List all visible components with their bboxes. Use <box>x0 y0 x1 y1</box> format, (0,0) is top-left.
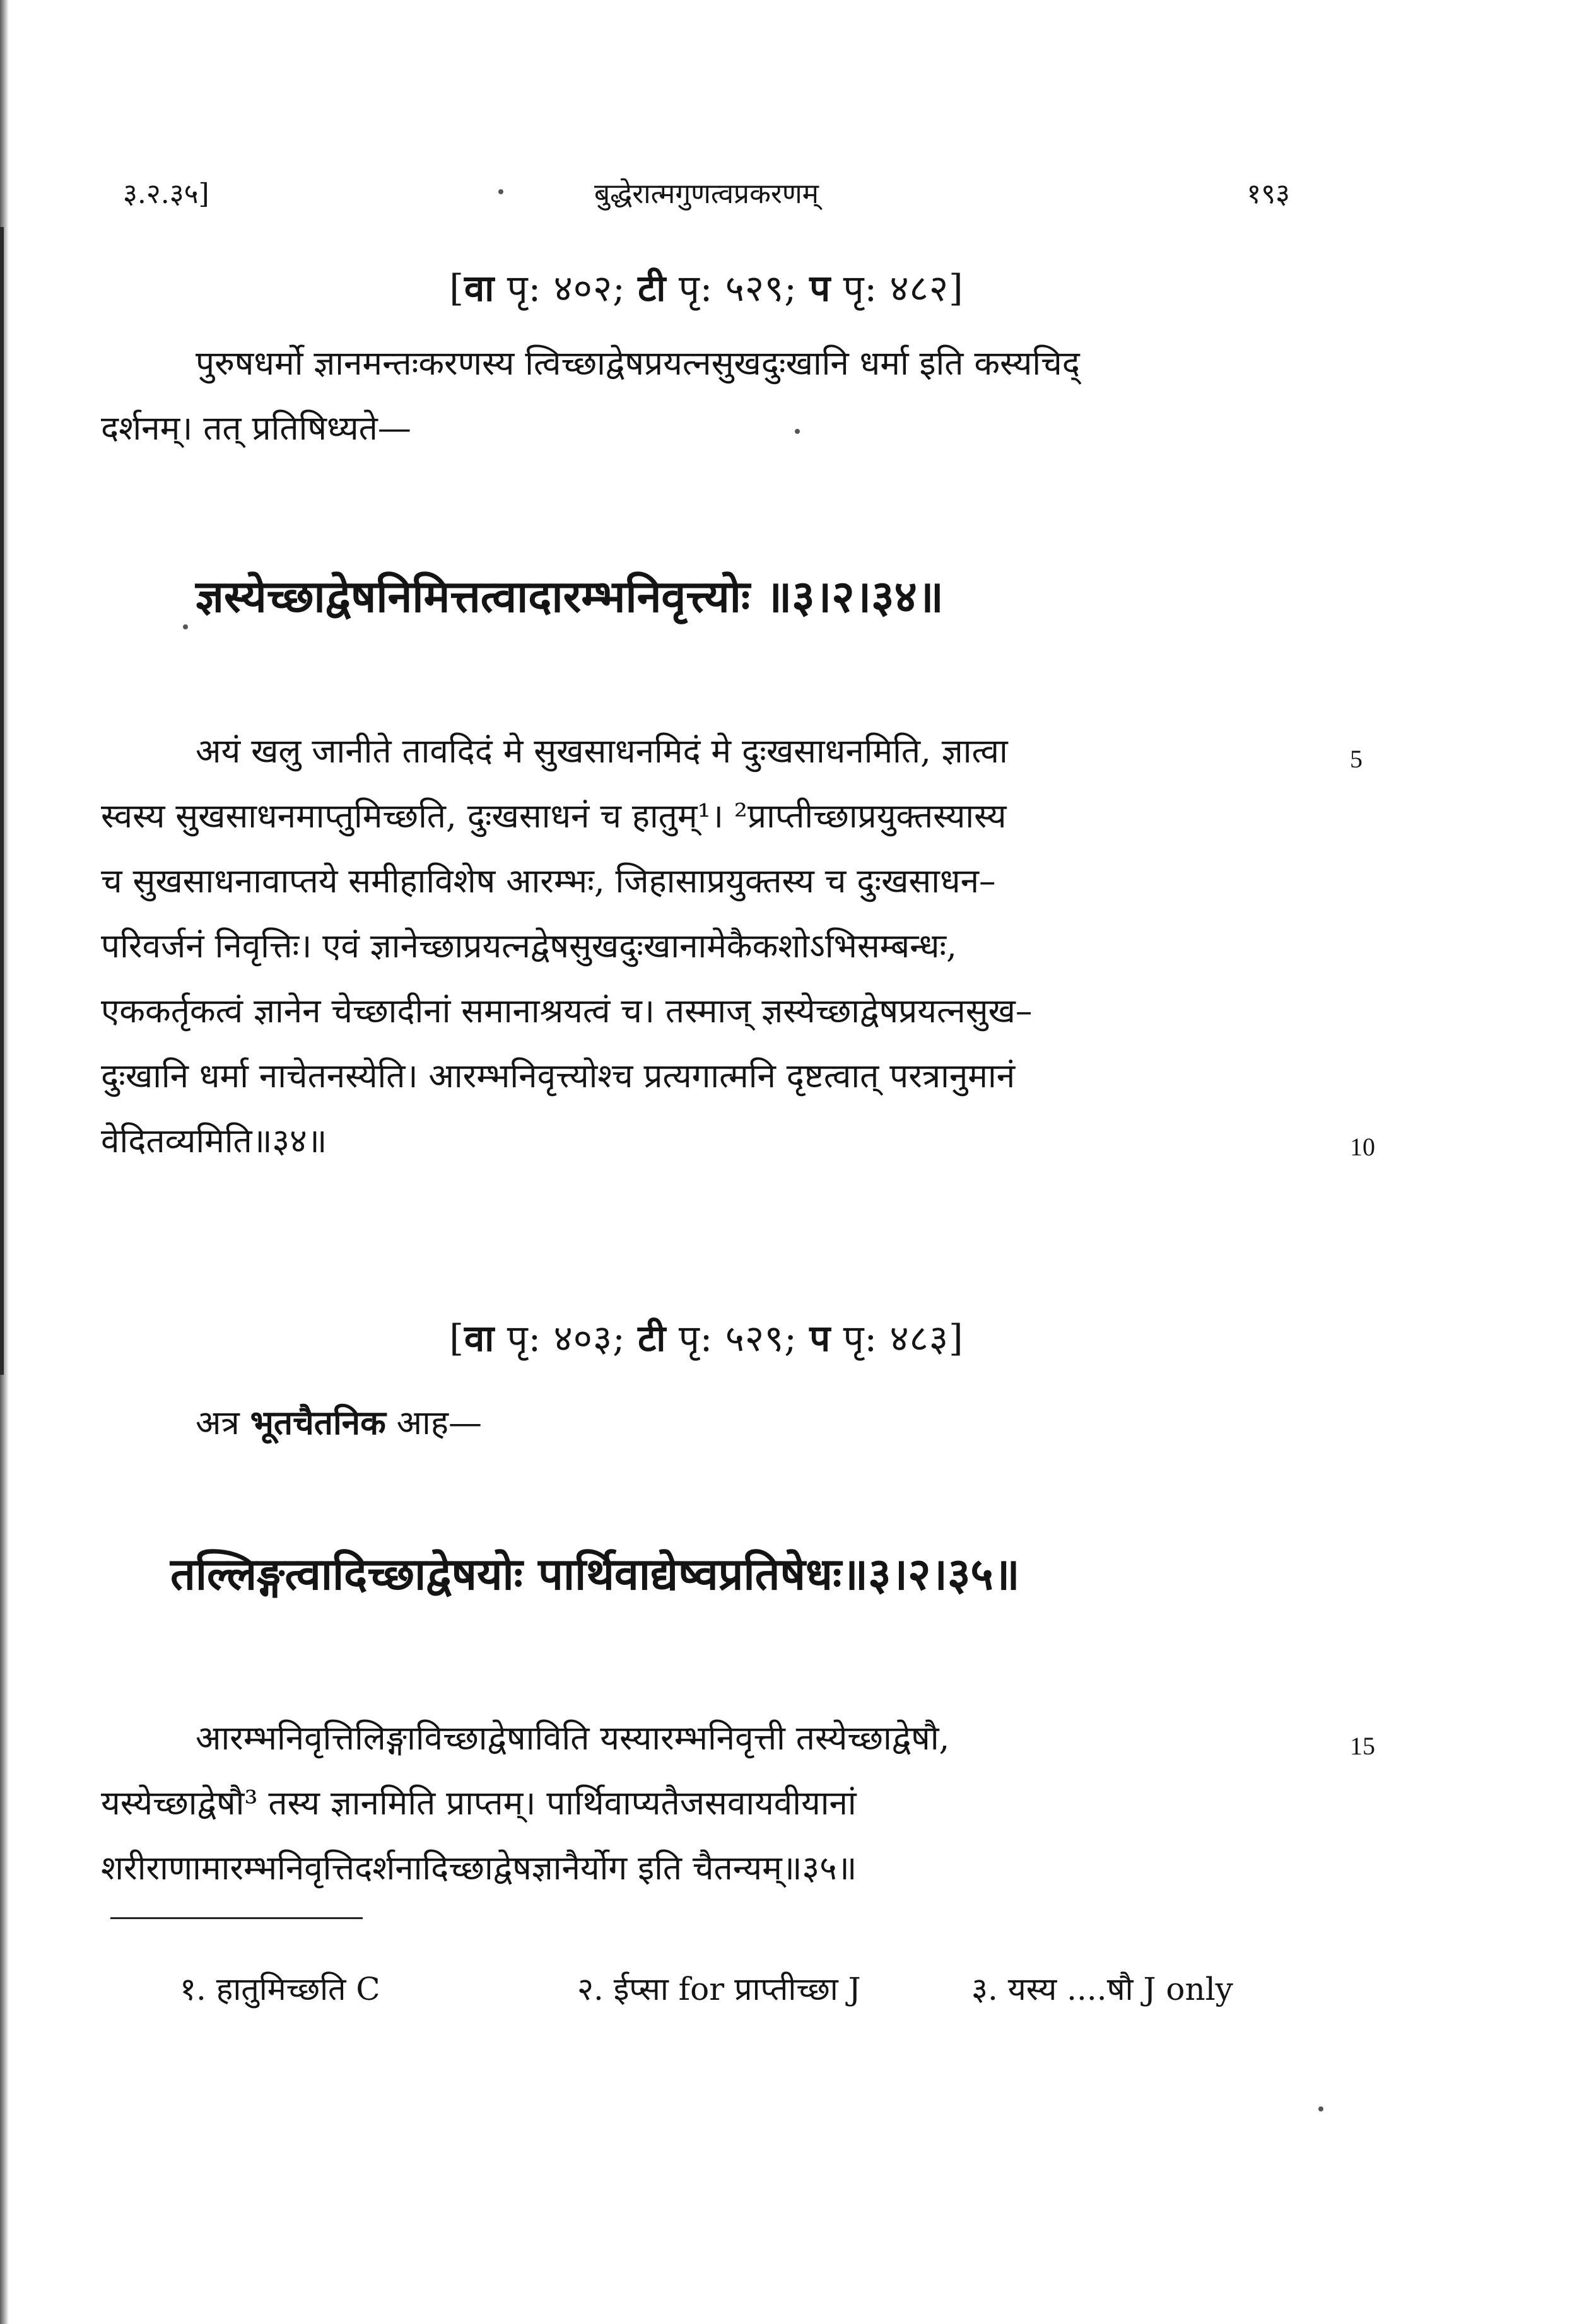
ref-ti-value: पृ: ५२९; <box>678 1317 797 1360</box>
running-head-section: ३.२.३५] <box>123 178 209 210</box>
ref-va-label: वा <box>464 1317 495 1360</box>
running-head-title: बुद्धेरात्मगुणत्वप्रकरणम् <box>594 178 819 210</box>
scan-speck <box>795 429 800 434</box>
sutra-34: ज्ञस्येच्छाद्वेषनिमित्तत्वादारम्भनिवृत्त्योः ॥३।२।३४॥ <box>196 570 944 622</box>
ref-pa-value: पृ: ४८३] <box>843 1317 964 1360</box>
ref-va-label: वा <box>464 267 495 310</box>
text-line: दुःखानि धर्मा नाचेतनस्येति। आरम्भनिवृत्त्योश्च प्रत्यगात्मनि दृष्टत्वात् परत्रानुमानं <box>101 1057 1016 1095</box>
intro-paragraph <box>101 331 1299 461</box>
commentary-reference-1: [वा पृ: ४०२; टी पृ: ५२९; प पृ: ४८२] <box>449 267 964 310</box>
commentary-paragraph-35 <box>101 1706 1299 1901</box>
text-line: च सुखसाधनावाप्तये समीहाविशेष आरम्भः, जिहासाप्रयुक्तस्य च दुःखसाधन– <box>101 862 996 901</box>
text-line: अत्र भूतचैतनिक आह— <box>196 1403 482 1442</box>
footnote-rule <box>110 1917 363 1919</box>
ref-ti-label: टी <box>638 267 667 310</box>
text-line: यस्येच्छाद्वेषौ³ तस्य ज्ञानमिति प्राप्तम्। पार्थिवाप्यतैजसवायवीयानां <box>101 1784 857 1823</box>
commentary-paragraph-34 <box>101 719 1299 1174</box>
commentary-reference-2: [वा पृ: ४०३; टी पृ: ५२९; प पृ: ४८३] <box>449 1317 964 1360</box>
footnote-1: १. हातुमिच्छति C <box>180 1971 380 2007</box>
sutra-35: तल्लिङ्गत्वादिच्छाद्वेषयोः पार्थिवाद्येष्वप्रतिषेधः॥३।२।३५॥ <box>170 1548 1020 1600</box>
text-line: परिवर्जनं निवृत्तिः। एवं ज्ञानेच्छाप्रयत्नद्वेषसुखदुःखानामेकैकशोऽभिसम्बन्धः, <box>101 927 957 966</box>
text-line: स्वस्य सुखसाधनमाप्तुमिच्छति, दुःखसाधनं च हातुम्¹। ²प्राप्तीच्छाप्रयुक्तस्यास्य <box>101 797 1007 836</box>
ref-ti-label: टी <box>638 1317 667 1360</box>
bold-term: भूतचैतनिक <box>250 1403 386 1442</box>
text-line: दर्शनम्। तत् प्रतिषिध्यते— <box>101 409 411 448</box>
scan-binding-shadow <box>0 227 4 1375</box>
text-line: आरम्भनिवृत्तिलिङ्गाविच्छाद्वेषाविति यस्यारम्भनिवृत्ती तस्येच्छाद्वेषौ, <box>196 1719 950 1758</box>
ref-ti-value: पृ: ५२९; <box>678 267 797 310</box>
ref-va-value: पृ: ४०३; <box>507 1317 626 1360</box>
page-number: १९३ <box>1246 178 1290 210</box>
running-head <box>123 173 1290 218</box>
margin-line-number: 10 <box>1350 1133 1375 1161</box>
text-line: अयं खलु जानीते तावदिदं मे सुखसाधनमिदं मे दुःखसाधनमिति, ज्ञात्वा <box>196 732 1008 771</box>
scan-speck <box>183 624 188 629</box>
text-line: वेदितव्यमिति॥३४॥ <box>101 1122 327 1160</box>
ref-pa-label: प <box>809 1317 831 1360</box>
scan-speck <box>498 189 503 194</box>
ref-va-value: पृ: ४०२; <box>507 267 626 310</box>
text-line: शरीराणामारम्भनिवृत्तिदर्शनादिच्छाद्वेषज्ञानैर्योग इति चैतन्यम्॥३५॥ <box>101 1849 857 1888</box>
text-line: पुरुषधर्मो ज्ञानमन्तःकरणस्य त्विच्छाद्वेषप्रयत्नसुखदुःखानि धर्मा इति कस्यचिद् <box>196 344 1080 383</box>
footnote-2: २. ईप्सा for प्राप्तीच्छा J <box>577 1971 861 2007</box>
objection-intro <box>101 1391 1299 1456</box>
margin-line-number: 15 <box>1350 1732 1375 1760</box>
margin-line-number: 5 <box>1350 745 1363 773</box>
ref-pa-value: पृ: ४८२] <box>843 267 964 310</box>
scan-speck <box>1318 2106 1323 2111</box>
text-line: एककर्तृकत्वं ज्ञानेन चेच्छादीनां समानाश्रयत्वं च। तस्माज् ज्ञस्येच्छाद्वेषप्रयत्नसुख– <box>101 992 1033 1031</box>
footnote-3: ३. यस्य ....षौ J only <box>971 1971 1233 2007</box>
footnotes <box>123 1966 1290 2017</box>
ref-pa-label: प <box>809 267 831 310</box>
